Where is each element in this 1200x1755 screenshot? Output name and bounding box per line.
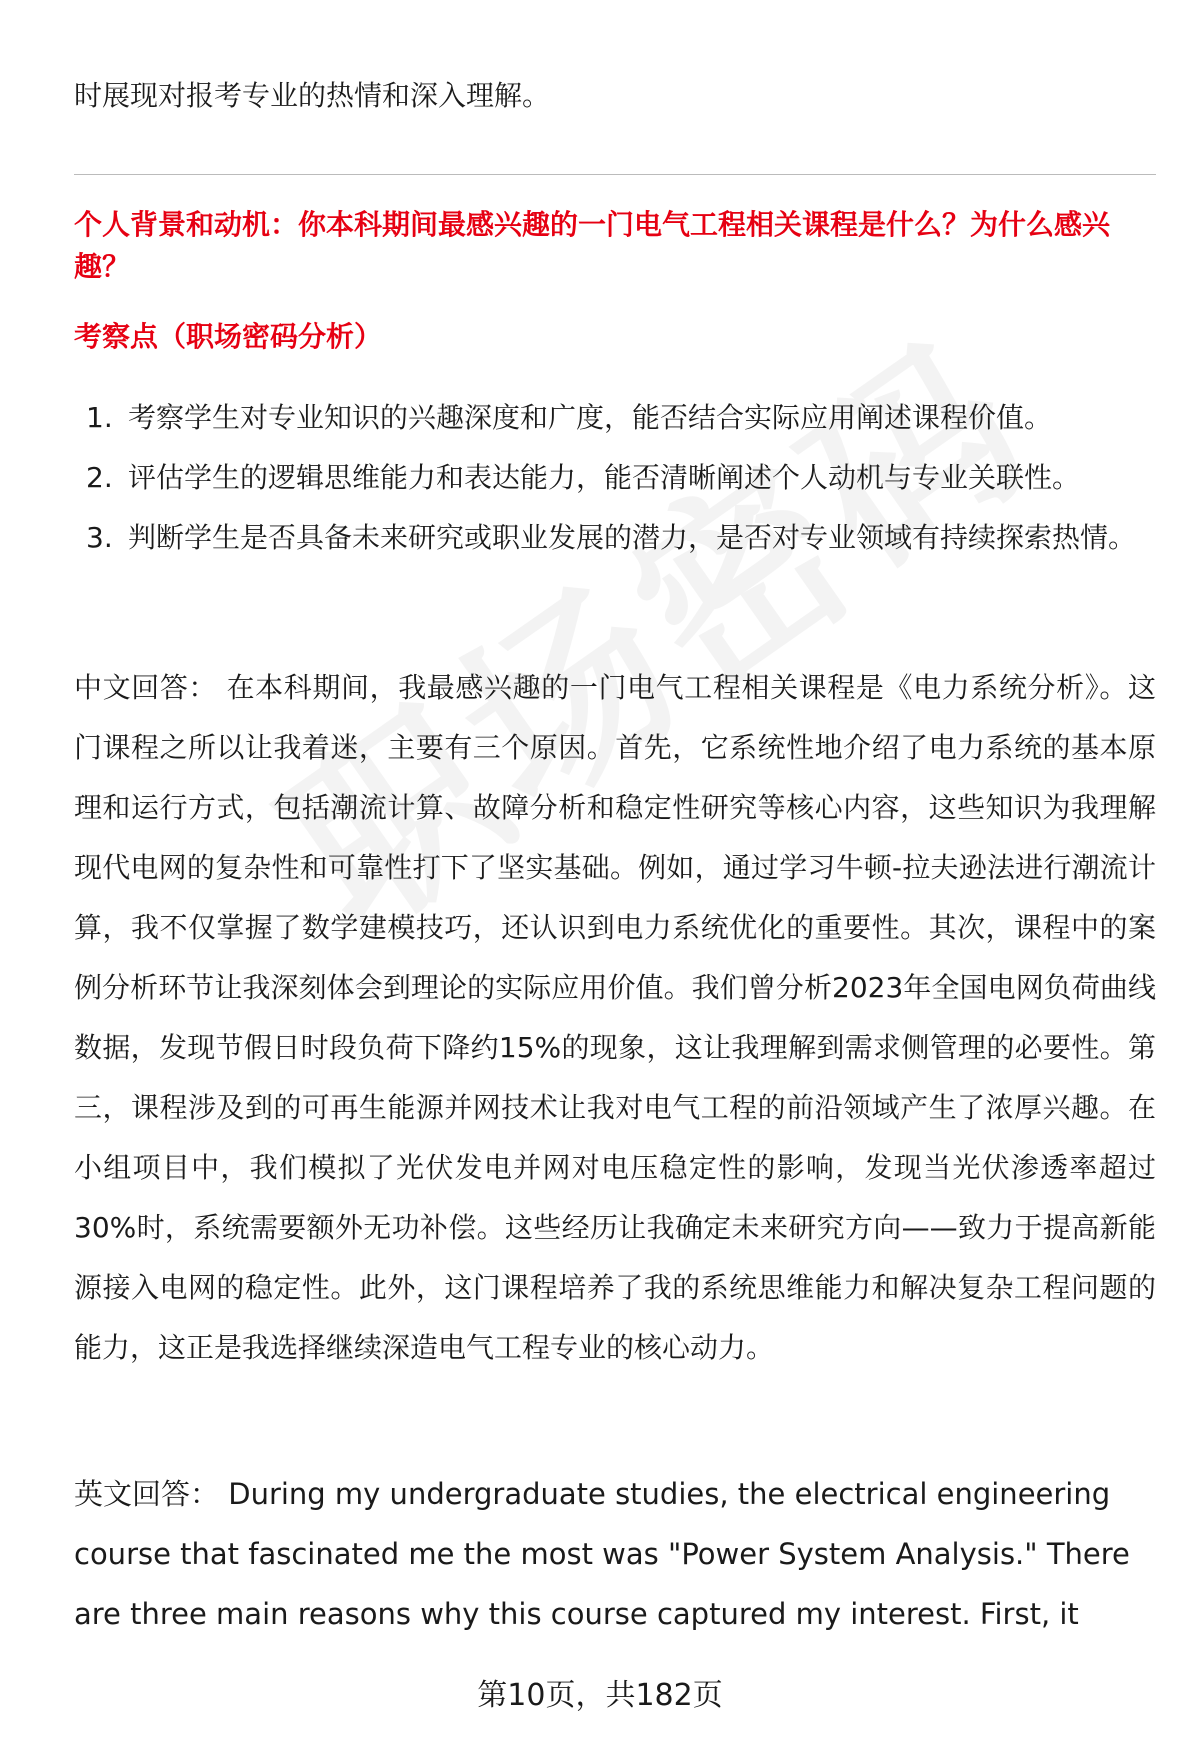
list-item: [74, 388, 1156, 448]
list-item: [74, 508, 1156, 568]
chinese-answer-text: 在本科期间，我最感兴趣的一门电气工程相关课程是《电力系统分析》。这门课程之所以让我着迷，主要有三个原因。首先，它系统性地介绍了电力系统的基本原理和运行方式，包括潮流计算、故障分析和稳定性研究等核心内容，这些知识为我理解现代电网的复杂性和可靠性打下了坚实基础。例如，通过学习牛顿-拉夫逊法进行潮流计算，我不仅掌握了数学建模技巧，还认识到电力系统优化的重要性。其次，课程中的案例分析环节让我深刻体会到理论的实际应用价值。我们曾分析2023年全国电网负荷曲线数据，发现节假日时段负荷下降约15%的现象，这让我理解到需求侧管理的必要性。第三，课程涉及到的可再生能源并网技术让我对电气工程的前沿领域产生了浓厚兴趣。在小组项目中，我们模拟了光伏发电并网对电压稳定性的影响，发现当光伏渗透率超过30%时，系统需要额外无功补偿。这些经历让我确定未来研究方向——致力于提高新能源接入电网的稳定性。此外，这门课程培养了我的系统思维能力和解决复杂工程问题的能力，这正是我选择继续深造电气工程专业的核心动力。: [74, 671, 1156, 1364]
list-item: [74, 448, 1156, 508]
english-answer: [74, 1464, 1156, 1644]
focus-points-list: [74, 388, 1156, 568]
chinese-answer-label: 中文回答：: [74, 671, 218, 704]
list-item-number: 2.: [86, 461, 113, 494]
english-answer-label: 英文回答：: [74, 1477, 220, 1511]
list-item-number: 3.: [86, 521, 113, 554]
list-item-text: 判断学生是否具备未来研究或职业发展的潜力，是否对专业领域有持续探索热情。: [128, 521, 1137, 554]
list-item-number: 1.: [86, 401, 113, 434]
page-number: 第10页，共182页: [477, 1678, 723, 1713]
lead-paragraph: 时展现对报考专业的热情和深入理解。: [74, 79, 551, 112]
list-item-text: 评估学生的逻辑思维能力和表达能力，能否清晰阐述个人动机与专业关联性。: [128, 461, 1081, 494]
chinese-answer: [74, 658, 1156, 1378]
focus-heading: 考察点（职场密码分析）: [74, 320, 383, 353]
section-divider: [74, 174, 1156, 175]
question-heading: 个人背景和动机：你本科期间最感兴趣的一门电气工程相关课程是什么？为什么感兴趣？: [74, 208, 1111, 283]
english-answer-text: During my undergraduate studies, the electrical engineering course that fascinated me the most was "Power System Analysis." There are three main reasons why this course captured my interest. First, it: [74, 1477, 1130, 1631]
list-item-text: 考察学生对专业知识的兴趣深度和广度，能否结合实际应用阐述课程价值。: [128, 401, 1053, 434]
